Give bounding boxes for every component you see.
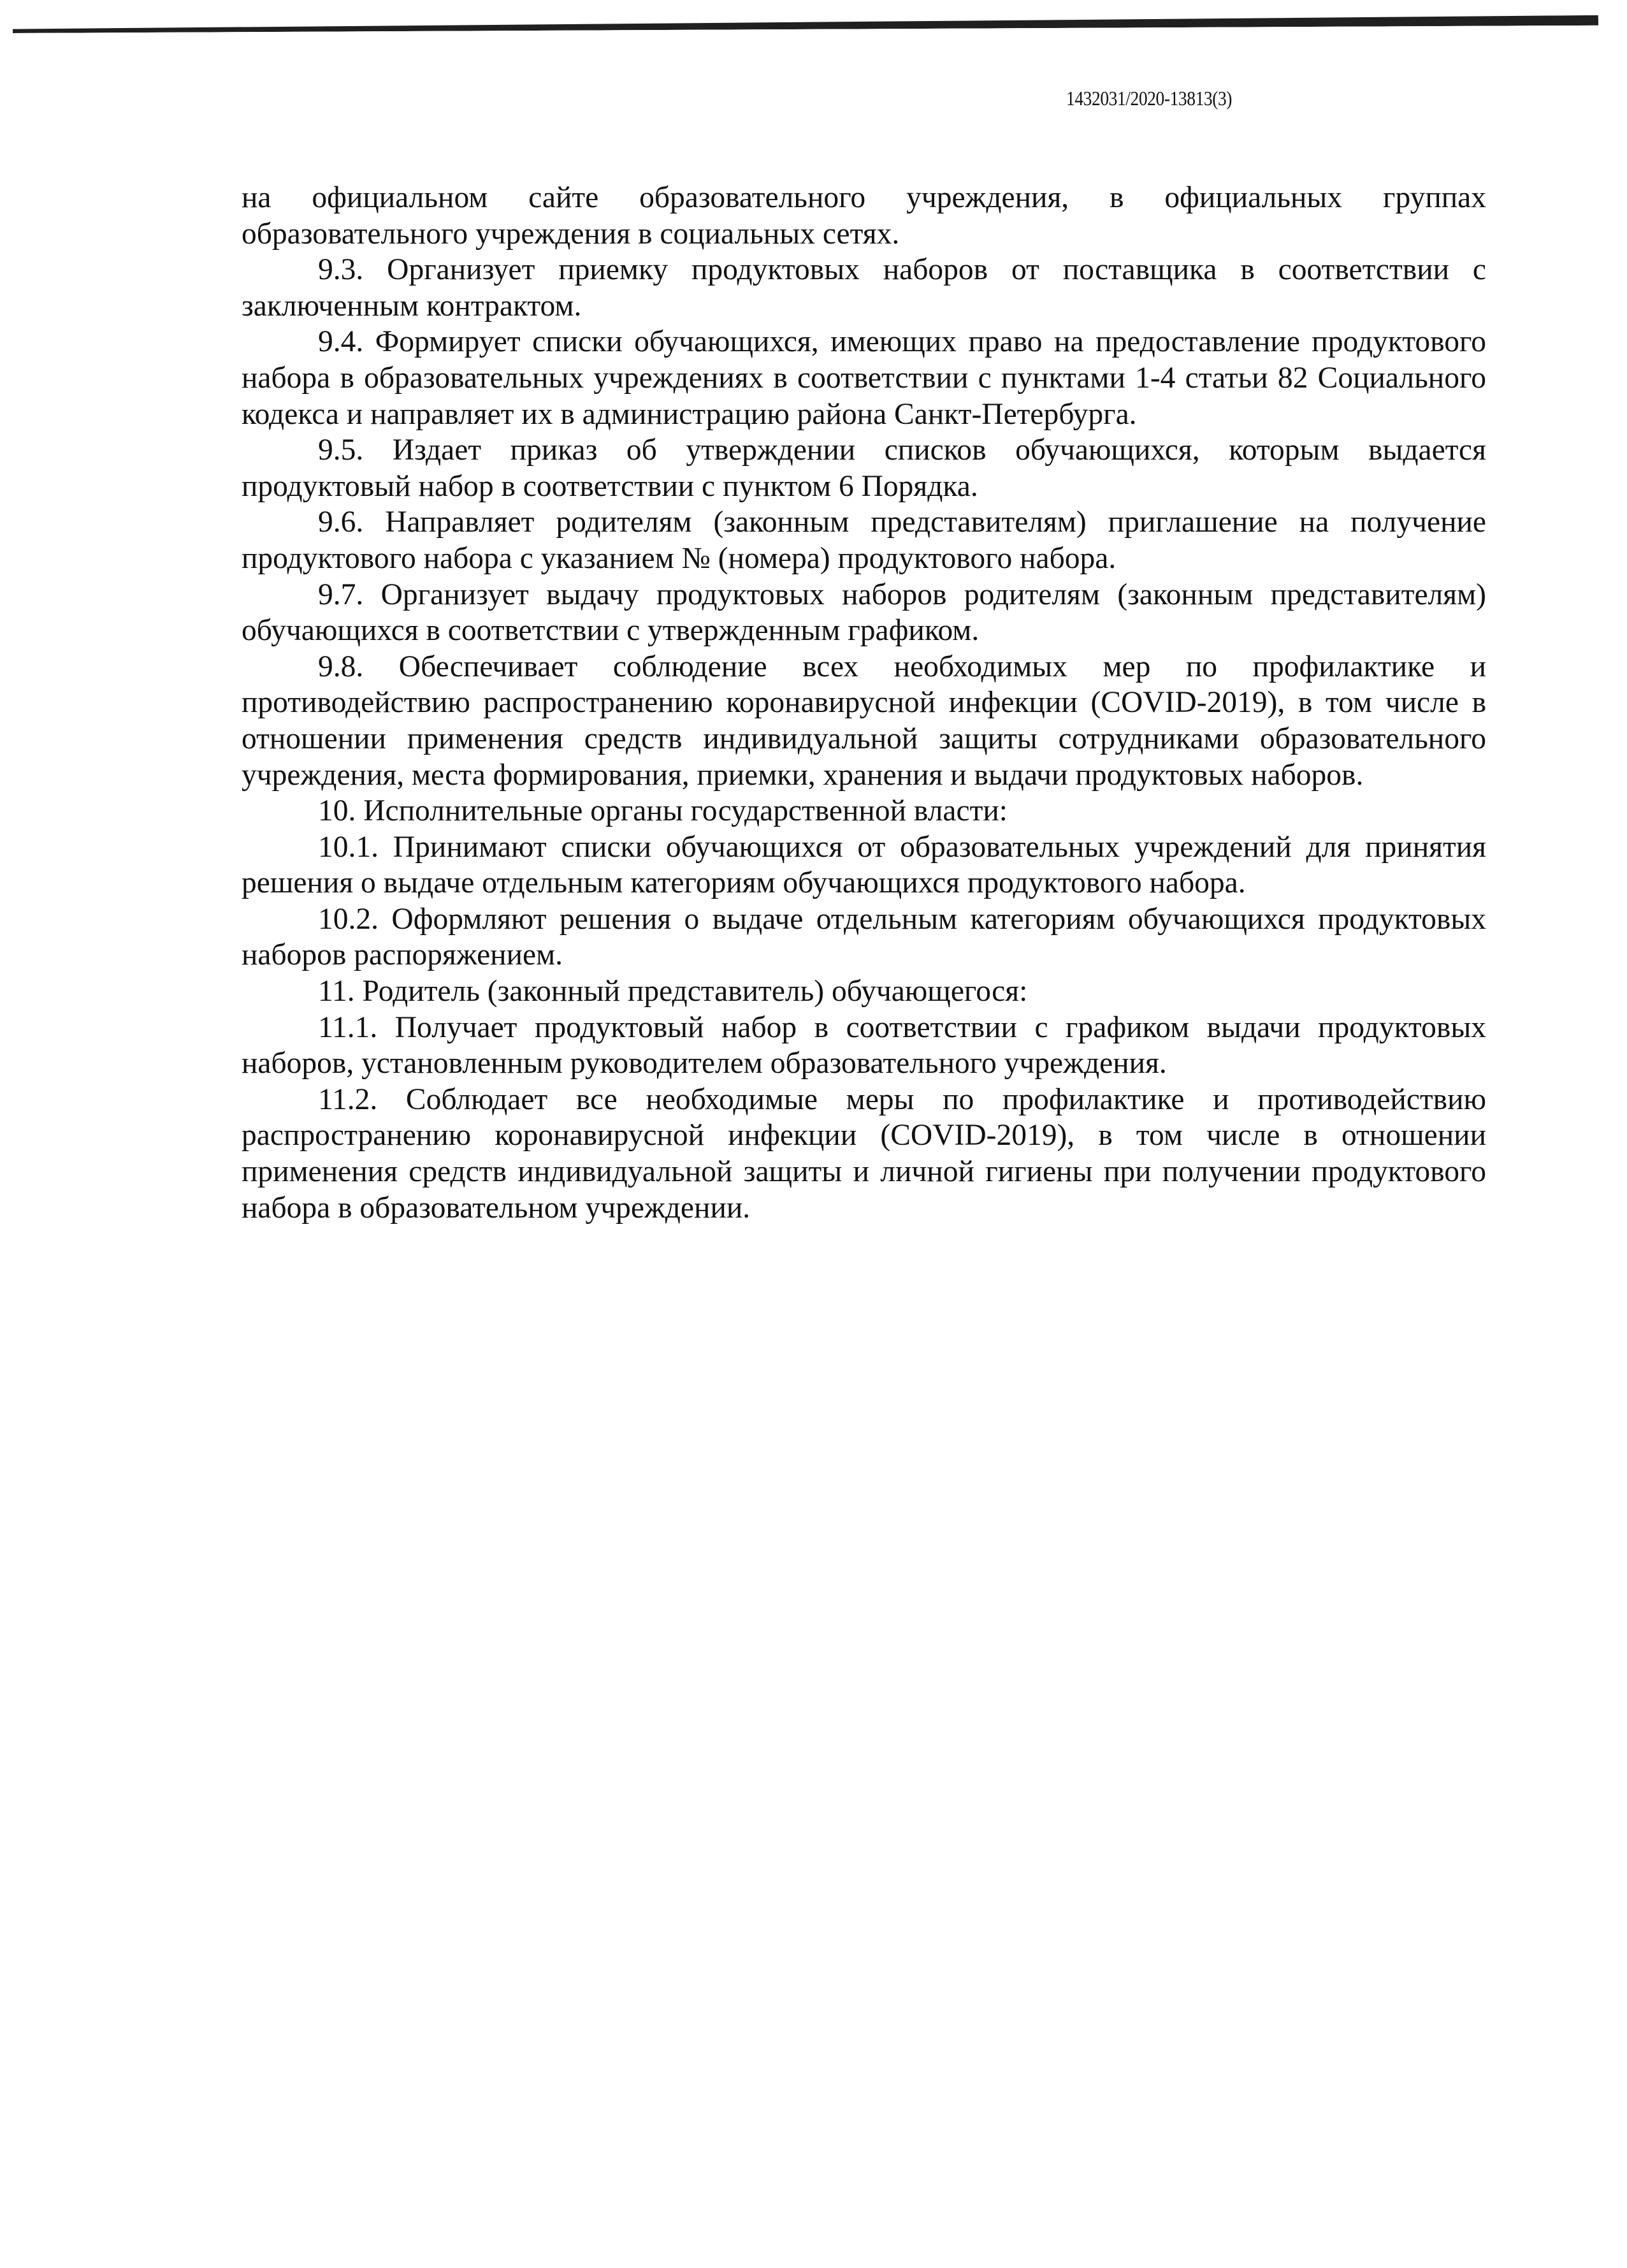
paragraph-text: Обеспечивает соблюдение всех необходимых мер по профилактике и противодействию распространению коронавирусной инфекции (COVID-2019), в том числе в отношении применения средств индивидуальной защиты сотрудниками образовательного учреждения, места формирования, приемки, хранения и выдачи продуктовых наборов. bbox=[242, 650, 1486, 792]
paragraph-text: Принимают списки обучающихся от образовательных учреждений для принятия решения о выдаче отдельным категориям обучающихся продуктового набора. bbox=[242, 830, 1487, 900]
paragraph-number: 9.3. bbox=[318, 253, 364, 287]
paragraph-text: на официальном сайте образовательного учреждения, в официальных группах образовательного учреждения в социальных сетях. bbox=[242, 181, 1486, 251]
paragraph-11-2 bbox=[242, 1082, 1486, 1226]
paragraph-9-4 bbox=[242, 324, 1486, 432]
paragraph-9-8 bbox=[242, 649, 1486, 793]
paragraph-11-1 bbox=[242, 1010, 1486, 1082]
paragraph-text: Направляет родителям (законным представителям) приглашение на получение продуктового набора с указанием № (номера) продуктового набора. bbox=[242, 505, 1487, 575]
paragraph-text: Организует выдачу продуктовых наборов родителям (законным представителям) обучающихся в соответствии с утвержденным графиком. bbox=[242, 578, 1486, 648]
paragraph-text: Оформляют решения о выдаче отдельным категориям обучающихся продуктовых наборов распоряжением. bbox=[242, 902, 1486, 972]
paragraph-number: 11.1. bbox=[318, 1010, 378, 1044]
paragraph-number: 9.5. bbox=[318, 433, 364, 467]
paragraph-text: Исполнительные органы государственной власти: bbox=[363, 794, 1008, 828]
paragraph-9-7 bbox=[242, 577, 1486, 649]
paragraph-number: 9.7. bbox=[318, 578, 364, 611]
paragraph-9-5 bbox=[242, 432, 1486, 504]
paragraph-number: 10.2. bbox=[318, 902, 379, 936]
paragraph-continuation bbox=[242, 180, 1486, 252]
paragraph-number: 9.4. bbox=[318, 325, 364, 359]
paragraph-9-6 bbox=[242, 504, 1486, 576]
paragraph-text: Формирует списки обучающихся, имеющих право на предоставление продуктового набора в образовательных учреждениях в соответствии с пунктами 1-4 статьи 82 Социального кодекса и направляет их в администрацию района Санкт-Петербурга. bbox=[242, 325, 1487, 431]
paragraph-number: 9.8. bbox=[318, 650, 364, 683]
paragraph-text: Родитель (законный представитель) обучающегося: bbox=[362, 975, 1028, 1008]
document-registration-number: 1432031/2020-13813(3) bbox=[1066, 87, 1233, 110]
paragraph-text: Организует приемку продуктовых наборов от поставщика в соответствии с заключенным контрактом. bbox=[242, 253, 1487, 323]
paragraph-9-3 bbox=[242, 252, 1486, 324]
scan-edge-artifact bbox=[13, 15, 1598, 33]
paragraph-number: 11.2. bbox=[318, 1082, 378, 1116]
paragraph-10-1 bbox=[242, 829, 1486, 901]
paragraph-number: 10.1. bbox=[318, 830, 379, 864]
paragraph-number: 10. bbox=[318, 794, 356, 828]
paragraph-11 bbox=[242, 973, 1486, 1010]
paragraph-text: Получает продуктовый набор в соответствии с графиком выдачи продуктовых наборов, установленным руководителем образовательного учреждения. bbox=[242, 1010, 1487, 1080]
paragraph-text: Издает приказ об утверждении списков обучающихся, которым выдается продуктовый набор в соответствии с пунктом 6 Порядка. bbox=[242, 433, 1486, 503]
paragraph-number: 11. bbox=[318, 975, 355, 1008]
document-body bbox=[242, 180, 1486, 1226]
paragraph-10-2 bbox=[242, 901, 1486, 973]
paragraph-number: 9.6. bbox=[318, 505, 364, 539]
paragraph-text: Соблюдает все необходимые меры по профилактике и противодействию распространению коронавирусной инфекции (COVID-2019), в том числе в отношении применения средств индивидуальной защиты и личной гигиены при получении продуктового набора в образовательном учреждении. bbox=[242, 1082, 1487, 1225]
paragraph-10 bbox=[242, 793, 1486, 829]
